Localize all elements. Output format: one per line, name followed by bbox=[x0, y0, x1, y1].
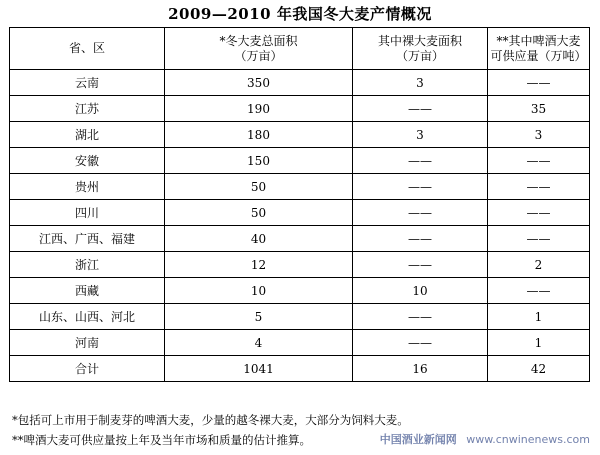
total-area-cell: 5 bbox=[165, 304, 353, 330]
total-area-cell: 12 bbox=[165, 252, 353, 278]
table-row bbox=[10, 148, 590, 174]
table-row bbox=[10, 226, 590, 252]
beer-barley-cell: 3 bbox=[488, 122, 590, 148]
naked-barley-cell: —— bbox=[353, 96, 488, 122]
province-cell: 浙江 bbox=[10, 252, 165, 278]
naked-barley-cell: —— bbox=[353, 304, 488, 330]
naked-barley-cell: —— bbox=[353, 226, 488, 252]
header-line: （万亩） bbox=[234, 48, 283, 63]
beer-barley-cell: —— bbox=[488, 200, 590, 226]
beer-barley-cell: —— bbox=[488, 148, 590, 174]
naked-barley-cell: 3 bbox=[353, 122, 488, 148]
total-area-cell: 50 bbox=[165, 200, 353, 226]
header-line: 省、区 bbox=[68, 41, 105, 55]
header-province bbox=[10, 28, 165, 70]
watermark-url: www.cnwinenews.com bbox=[466, 433, 590, 446]
total-area-cell: 10 bbox=[165, 278, 353, 304]
table-row bbox=[10, 70, 590, 96]
header-line: *冬大麦总面积 bbox=[219, 33, 298, 48]
naked-barley-cell: —— bbox=[353, 252, 488, 278]
table-row bbox=[10, 174, 590, 200]
table-body bbox=[10, 70, 590, 382]
header-beer-barley-supply bbox=[488, 28, 590, 70]
table-row bbox=[10, 356, 590, 382]
table-row bbox=[10, 200, 590, 226]
naked-barley-cell: —— bbox=[353, 174, 488, 200]
total-area-cell: 40 bbox=[165, 226, 353, 252]
beer-barley-cell: —— bbox=[488, 174, 590, 200]
header-row bbox=[10, 28, 590, 70]
province-cell: 安徽 bbox=[10, 148, 165, 174]
footnote-2: **啤酒大麦可供应量按上年及当年市场和质量的估计推算。 bbox=[12, 433, 311, 447]
beer-barley-cell: —— bbox=[488, 278, 590, 304]
total-area-cell: 1041 bbox=[165, 356, 353, 382]
province-cell: 山东、山西、河北 bbox=[10, 304, 165, 330]
province-cell: 贵州 bbox=[10, 174, 165, 200]
total-area-cell: 50 bbox=[165, 174, 353, 200]
header-total-area bbox=[165, 28, 353, 70]
header-line: **其中啤酒大麦 bbox=[496, 33, 581, 48]
total-area-cell: 190 bbox=[165, 96, 353, 122]
province-cell: 四川 bbox=[10, 200, 165, 226]
site-watermark bbox=[380, 431, 590, 447]
table-row bbox=[10, 122, 590, 148]
header-line: （万亩） bbox=[395, 48, 444, 63]
header-naked-barley-area bbox=[353, 28, 488, 70]
header-line: 可供应量（万吨） bbox=[490, 48, 587, 63]
beer-barley-cell: 2 bbox=[488, 252, 590, 278]
table-row bbox=[10, 330, 590, 356]
table-row bbox=[10, 278, 590, 304]
barley-production-table bbox=[9, 27, 590, 382]
total-area-cell: 350 bbox=[165, 70, 353, 96]
table-title: 2009—2010 年我国冬大麦产情概况 bbox=[168, 5, 432, 23]
naked-barley-cell: 10 bbox=[353, 278, 488, 304]
beer-barley-cell: 1 bbox=[488, 330, 590, 356]
naked-barley-cell: —— bbox=[353, 330, 488, 356]
naked-barley-cell: 16 bbox=[353, 356, 488, 382]
beer-barley-cell: 35 bbox=[488, 96, 590, 122]
total-area-cell: 4 bbox=[165, 330, 353, 356]
beer-barley-cell: 1 bbox=[488, 304, 590, 330]
header-line: 其中裸大麦面积 bbox=[377, 33, 462, 48]
province-cell: 江西、广西、福建 bbox=[10, 226, 165, 252]
province-cell: 江苏 bbox=[10, 96, 165, 122]
naked-barley-cell: —— bbox=[353, 148, 488, 174]
table-header bbox=[10, 28, 590, 70]
beer-barley-cell: —— bbox=[488, 226, 590, 252]
province-cell: 云南 bbox=[10, 70, 165, 96]
province-cell: 西藏 bbox=[10, 278, 165, 304]
province-cell: 合计 bbox=[10, 356, 165, 382]
total-area-cell: 150 bbox=[165, 148, 353, 174]
naked-barley-cell: —— bbox=[353, 200, 488, 226]
table-row bbox=[10, 252, 590, 278]
beer-barley-cell: 42 bbox=[488, 356, 590, 382]
total-area-cell: 180 bbox=[165, 122, 353, 148]
beer-barley-cell: —— bbox=[488, 70, 590, 96]
watermark-site-name: 中国酒业新闻网 bbox=[379, 433, 457, 446]
naked-barley-cell: 3 bbox=[353, 70, 488, 96]
footnote-1: *包括可上市用于制麦芽的啤酒大麦，少量的越冬裸大麦，大部分为饲料大麦。 bbox=[12, 413, 409, 427]
table-row bbox=[10, 304, 590, 330]
table-row bbox=[10, 96, 590, 122]
province-cell: 河南 bbox=[10, 330, 165, 356]
province-cell: 湖北 bbox=[10, 122, 165, 148]
